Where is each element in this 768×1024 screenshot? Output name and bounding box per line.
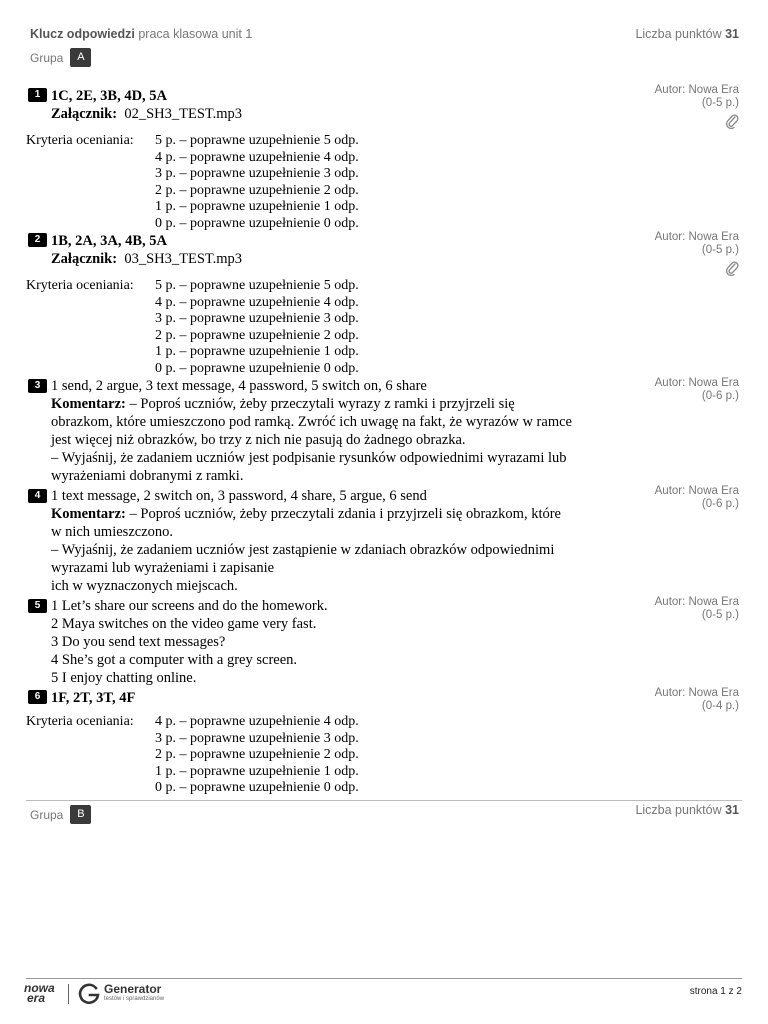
- points-value: 31: [725, 803, 739, 817]
- group-a: [30, 48, 91, 67]
- task-points: (0-4 p.): [701, 700, 739, 712]
- criteria-label: Kryteria oceniania:: [26, 278, 134, 293]
- task-answer-block: [51, 232, 651, 268]
- task-meta: [655, 485, 739, 511]
- criteria-item: 2 p. – poprawne uzupełnienie 2 odp.: [155, 182, 359, 198]
- comment-label: Komentarz:: [51, 396, 126, 412]
- task-meta: [655, 687, 739, 713]
- criteria-list: [155, 714, 359, 797]
- task-answer: 1C, 2E, 3B, 4D, 5A: [51, 88, 168, 104]
- paperclip-icon[interactable]: [725, 113, 739, 133]
- criteria-list: [155, 278, 359, 377]
- comment-line: – Wyjaśnij, że zadaniem uczniów jest podpisanie rysunków odpowiednimi wyrazami lub: [51, 450, 567, 466]
- criteria-item: 5 p. – poprawne uzupełnienie 5 odp.: [155, 278, 359, 293]
- document-title: [30, 27, 252, 41]
- generator-title: Generator: [104, 982, 162, 996]
- attachment-label: Załącznik:: [51, 251, 118, 267]
- task-points: (0-6 p.): [701, 390, 739, 402]
- page-header: [30, 27, 739, 43]
- answer-line: 1 Let’s share our screens and do the homework.: [51, 598, 328, 614]
- task-answer: 1 send, 2 argue, 3 text message, 4 password, 5 switch on, 6 share: [51, 378, 427, 394]
- task-answer-block: [51, 487, 651, 595]
- task-answer: 1B, 2A, 3A, 4B, 5A: [51, 233, 168, 249]
- title-bold: Klucz odpowiedzi: [30, 27, 135, 41]
- criteria-item: 0 p. – poprawne uzupełnienie 0 odp.: [155, 360, 359, 376]
- criteria-item: 0 p. – poprawne uzupełnienie 0 odp.: [155, 215, 359, 231]
- task-points: (0-6 p.): [701, 498, 739, 510]
- criteria-item: 2 p. – poprawne uzupełnienie 2 odp.: [155, 327, 359, 343]
- task-author: Autor: Nowa Era: [654, 596, 739, 608]
- task-number-badge: 3: [28, 379, 47, 393]
- criteria-item: 1 p. – poprawne uzupełnienie 1 odp.: [155, 763, 359, 779]
- answer-line: 5 I enjoy chatting online.: [51, 670, 197, 686]
- task-answer: 1F, 2T, 3T, 4F: [51, 690, 136, 706]
- attachment-file[interactable]: 02_SH3_TEST.mp3: [124, 106, 243, 122]
- task-meta: [655, 231, 739, 280]
- criteria-item: 4 p. – poprawne uzupełnienie 4 odp.: [155, 714, 359, 729]
- points-total-b: [635, 803, 739, 817]
- criteria-item: 3 p. – poprawne uzupełnienie 3 odp.: [155, 730, 359, 746]
- task-points: (0-5 p.): [701, 244, 739, 256]
- comment-line: wyrazami lub wyrażeniami i zapisanie: [51, 560, 275, 576]
- group-badge: A: [70, 48, 91, 67]
- criteria-item: 2 p. – poprawne uzupełnienie 2 odp.: [155, 747, 359, 762]
- group-label: Grupa: [30, 50, 64, 65]
- section-divider: [26, 800, 742, 801]
- task-author: Autor: Nowa Era: [654, 84, 739, 96]
- task-number-badge: 6: [28, 690, 47, 704]
- criteria-item: 4 p. – poprawne uzupełnienie 4 odp.: [155, 294, 359, 310]
- attachment-file[interactable]: 03_SH3_TEST.mp3: [124, 251, 243, 267]
- paperclip-icon[interactable]: [725, 260, 739, 280]
- task-number-badge: 1: [28, 88, 47, 102]
- points-label: Liczba punktów: [635, 27, 726, 41]
- task-answer-block: [51, 597, 651, 687]
- comment-line: ich w wyznaczonych miejscach.: [51, 578, 238, 594]
- points-label: Liczba punktów: [635, 803, 726, 817]
- title-rest: praca klasowa unit 1: [134, 27, 253, 41]
- task-points: (0-5 p.): [701, 97, 739, 109]
- criteria-item: 4 p. – poprawne uzupełnienie 4 odp.: [155, 149, 359, 165]
- criteria-item: 1 p. – poprawne uzupełnienie 1 odp.: [155, 344, 359, 359]
- criteria-label: Kryteria oceniania:: [26, 714, 134, 729]
- task-answer: 1 text message, 2 switch on, 3 password, 4 share, 5 argue, 6 send: [51, 488, 427, 504]
- group-label: Grupa: [30, 807, 64, 822]
- nowa-era-logo: [24, 983, 62, 1003]
- page-number: strona 1 z 2: [689, 986, 742, 997]
- answer-line: 2 Maya switches on the video game very fast.: [51, 616, 317, 632]
- logo-nowa: nowa: [24, 981, 55, 995]
- criteria-list: [155, 133, 359, 232]
- answer-line: 3 Do you send text messages?: [51, 634, 226, 650]
- footer-divider: [26, 978, 742, 979]
- attachment-label: Załącznik:: [51, 106, 118, 122]
- criteria-item: 0 p. – poprawne uzupełnienie 0 odp.: [155, 780, 359, 795]
- comment-line: obrazkom, które umieszczono pod ramką. Zwróć ich uwagę na fakt, że wyrazów w ramce: [51, 414, 572, 430]
- criteria-item: 5 p. – poprawne uzupełnienie 5 odp.: [155, 133, 359, 148]
- task-meta: [655, 377, 739, 403]
- task-author: Autor: Nowa Era: [654, 687, 739, 699]
- task-number-badge: 5: [28, 599, 47, 613]
- task-answer-block: [51, 689, 651, 707]
- task-points: (0-5 p.): [701, 609, 739, 621]
- task-answer-block: [51, 377, 651, 485]
- generator-subtitle: testów i sprawdzianów: [104, 996, 165, 1002]
- task-answer-block: [51, 87, 651, 123]
- task-meta: [655, 596, 739, 622]
- group-b: [30, 805, 91, 824]
- criteria-item: 1 p. – poprawne uzupełnienie 1 odp.: [155, 199, 359, 214]
- answer-line: 4 She’s got a computer with a grey screen.: [51, 652, 298, 668]
- task-author: Autor: Nowa Era: [654, 377, 739, 389]
- comment-line: – Wyjaśnij, że zadaniem uczniów jest zastąpienie w zdaniach obrazków odpowiednimi: [51, 542, 555, 558]
- points-value: 31: [725, 27, 739, 41]
- comment-line: – Poproś uczniów, żeby przeczytali wyrazy z ramki i przyjrzeli się: [125, 396, 515, 412]
- comment-line: jest więcej niż obrazków, bo trzy z nich nie pasują do żadnego obrazka.: [51, 432, 466, 448]
- generator-g-icon: [77, 982, 101, 1011]
- comment-label: Komentarz:: [51, 506, 126, 522]
- group-badge: B: [70, 805, 91, 824]
- task-meta: [655, 84, 739, 133]
- logo-era: era: [27, 991, 46, 1005]
- comment-line: wyrażeniami dobranymi z ramki.: [51, 468, 244, 484]
- criteria-item: 3 p. – poprawne uzupełnienie 3 odp.: [155, 311, 359, 326]
- task-number-badge: 4: [28, 489, 47, 503]
- criteria-label: Kryteria oceniania:: [26, 133, 134, 148]
- comment-line: w nich umieszczono.: [51, 524, 174, 540]
- task-author: Autor: Nowa Era: [654, 485, 739, 497]
- comment-line: – Poproś uczniów, żeby przeczytali zdania i przyjrzeli się obrazkom, które: [125, 506, 561, 522]
- logo-separator: [68, 984, 69, 1004]
- task-author: Autor: Nowa Era: [654, 231, 739, 243]
- task-number-badge: 2: [28, 233, 47, 247]
- points-total: [635, 27, 739, 41]
- criteria-item: 3 p. – poprawne uzupełnienie 3 odp.: [155, 166, 359, 181]
